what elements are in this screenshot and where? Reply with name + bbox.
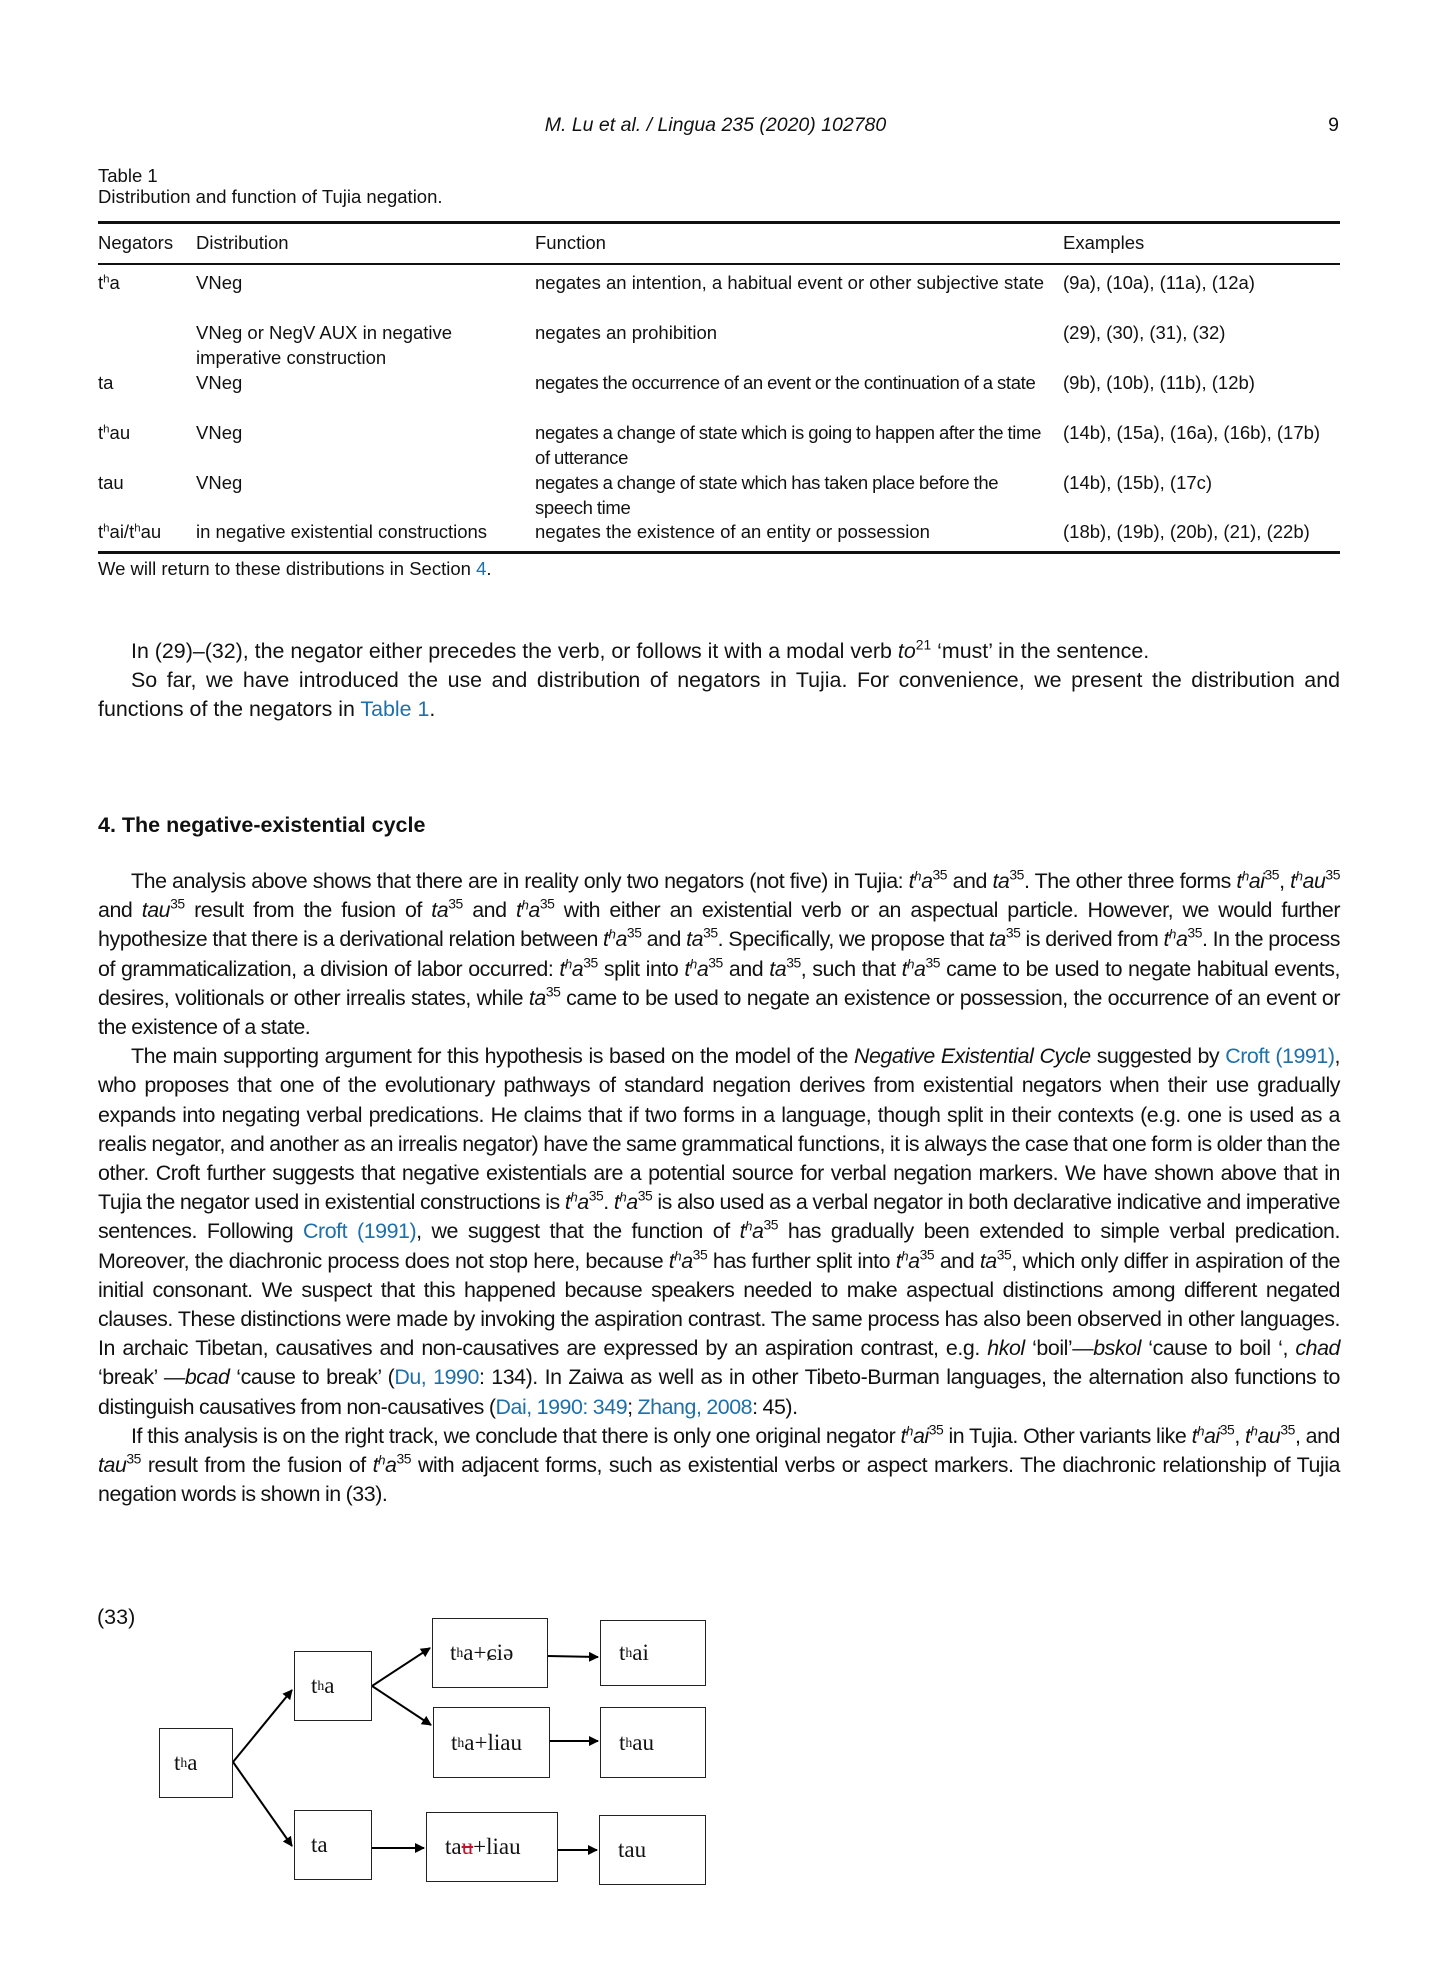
diagram-node-root: t h a: [159, 1728, 233, 1798]
negator-cell: ta: [98, 372, 114, 393]
negator-cell: tau: [98, 472, 124, 493]
distribution-cell: in negative existential constructions: [196, 521, 488, 542]
zhang-2008-link[interactable]: Zhang, 2008: [637, 1394, 753, 1419]
examples-cell: (9a), (10a), (11a), (12a): [1063, 272, 1255, 293]
dai-1990-link[interactable]: Dai, 1990: 349: [495, 1394, 628, 1419]
col-header-examples: Examples: [1063, 232, 1145, 253]
paragraph: The analysis above shows that there are in reality only two negators (not five) in Tujia: $t^ha^{35}$ and $ta^{35}$. The other three forms $t^hai^{35}$, $t^hau^{35}$ and tau$^{35}$ result from the fusion of $ta^{35}$ and $t^ha^{35}$ with either an existential verb or an aspectual particle. However, we would further hypothesize that there is a derivational relation between $t^ha^{35}$ and $ta^{35}$. Specifically, we propose that $ta^{35}$ is derived from $t^ha^{35}$. In the process of grammaticalization, a division of labor occurred: $t^ha^{35}$ split into $t^ha^{35}$ and $ta^{35}$, such that $t^ha^{35}$ came to be used to negate habitual events, desires, volitionals or other irrealis states, while $ta^{35}$ came to be used to negate an existence or possession, the occurrence of an event or the existence of a state.: [98, 866, 1340, 1040]
struck-letter: u: [461, 1834, 474, 1859]
running-head-text: M. Lu et al. / Lingua 235 (2020) 102780: [544, 114, 887, 136]
diagram-node-tau-liau: ta u +liau: [426, 1812, 558, 1882]
paragraph: In (29)–(32), the negator either precedes the verb, or follows it with a modal verb $to^{21}$ ‘must’ in the sentence.: [131, 636, 1150, 663]
distribution-cell: VNeg or NegV AUX in negative imperative construction: [196, 322, 453, 368]
table-1-link[interactable]: Table 1: [360, 697, 430, 722]
diagram-node-tha-cio: t h a+ɕiə: [432, 1618, 548, 1688]
distribution-cell: VNeg: [196, 372, 243, 393]
croft-1991-link[interactable]: Croft (1991): [1225, 1044, 1335, 1069]
examples-cell: (14b), (15b), (17c): [1063, 472, 1213, 493]
examples-cell: (29), (30), (31), (32): [1063, 322, 1226, 343]
function-cell: negates the occurrence of an event or the continuation of a state: [535, 372, 1036, 393]
diagram-node-thai: t h ai: [600, 1620, 706, 1686]
function-cell: negates an prohibition: [535, 322, 718, 343]
diagram-node-lower: ta: [294, 1810, 372, 1880]
examples-cell: (18b), (19b), (20b), (21), (22b): [1063, 521, 1310, 542]
examples-cell: (14b), (15a), (16a), (16b), (17b): [1063, 422, 1321, 443]
paragraph: So far, we have introduced the use and distribution of negators in Tujia. For convenience, we present the distribution and functions of the negators in Table 1.: [98, 668, 1340, 722]
function-cell: negates a change of state which has taken place before the speech time: [535, 472, 999, 518]
diagram-node-tha-liau: t h a+liau: [433, 1707, 550, 1778]
diagram-node-tau: tau: [599, 1815, 706, 1885]
diagram-node-thau: t h au: [600, 1707, 706, 1778]
table-footnote: We will return to these distributions in Section 4.: [98, 558, 492, 579]
section-heading: 4. The negative-existential cycle: [98, 813, 426, 837]
function-cell: negates a change of state which is going to happen after the time of utterance: [535, 422, 1042, 468]
distribution-cell: VNeg: [196, 272, 243, 293]
example-label: (33): [97, 1605, 136, 1629]
negator-cell: $t^hau$: [98, 422, 131, 443]
paragraph: The main supporting argument for this hypothesis is based on the model of the Negative Existential Cycle suggested by Croft (1991), who proposes that one of the evolutionary pathways of standard negation derives from existential negators when their use gradually expands into negating verbal predications. He claims that if two forms in a language, though split in their contexts (e.g. one is used as a realis negator, and another as an irrealis negator) have the same grammatical functions, it is always the case that one form is older than the other. Croft further suggests that negative existentials are a potential source for verbal negation markers. We have shown above that in Tujia the negator used in existential constructions is $t^ha^{35}$. $t^ha^{35}$ is also used as a verbal negator in both declarative indicative and imperative sentences. Following Croft (1991), we suggest that the function of $t^ha^{35}$ has gradually been extended to simple verbal predication. Moreover, the diachronic process does not stop here, because $t^ha^{35}$ has further split into $t^ha^{35}$ and $ta^{35}$, which only differ in aspiration of the initial consonant. We suspect that this happened because speakers needed to make aspectual distinctions among different negated clauses. These distinctions were made by invoking the aspiration contrast. The same process has also been observed in other languages. In archaic Tibetan, causatives and non-causatives are expressed by an aspiration contrast, e.g. hkol ‘boil’—bskol ‘cause to boil ‘, chad ‘break’ —bcad ‘cause to break’ (Du, 1990: 134). In Zaiwa as well as in other Tibeto-Burman languages, the alternation also functions to distinguish causatives from non-causatives (Dai, 1990: 349; Zhang, 2008: 45).: [98, 1044, 1340, 1419]
col-header-distribution: Distribution: [196, 232, 289, 253]
col-header-negators: Negators: [98, 232, 174, 253]
function-cell: negates the existence of an entity or possession: [535, 521, 930, 542]
col-header-function: Function: [535, 232, 606, 253]
table-caption: Distribution and function of Tujia negation.: [98, 186, 443, 207]
page-number: 9: [1328, 114, 1339, 136]
diagram-node-upper: t h a: [294, 1651, 372, 1721]
distribution-cell: VNeg: [196, 472, 243, 493]
section-4-link[interactable]: 4: [476, 558, 487, 579]
negator-cell: $t^ha$: [98, 272, 120, 293]
croft-1991-link-2[interactable]: Croft (1991): [303, 1219, 417, 1244]
negator-cell: $t^hai/t^hau$: [98, 521, 162, 542]
function-cell: negates an intention, a habitual event or other subjective state: [535, 272, 1045, 293]
du-1990-link[interactable]: Du, 1990: [394, 1365, 479, 1390]
table-label: Table 1: [98, 165, 158, 186]
distribution-cell: VNeg: [196, 422, 243, 443]
examples-cell: (9b), (10b), (11b), (12b): [1063, 372, 1255, 393]
paragraph: If this analysis is on the right track, we conclude that there is only one original negator $t^hai^{35}$ in Tujia. Other variants like $t^hai^{35}$, $t^hau^{35}$, and tau$^{35}$ result from the fusion of $t^ha^{35}$ with adjacent forms, such as existential verbs or aspect markers. The diachronic relationship of Tujia negation words is shown in (33).: [98, 1421, 1340, 1507]
